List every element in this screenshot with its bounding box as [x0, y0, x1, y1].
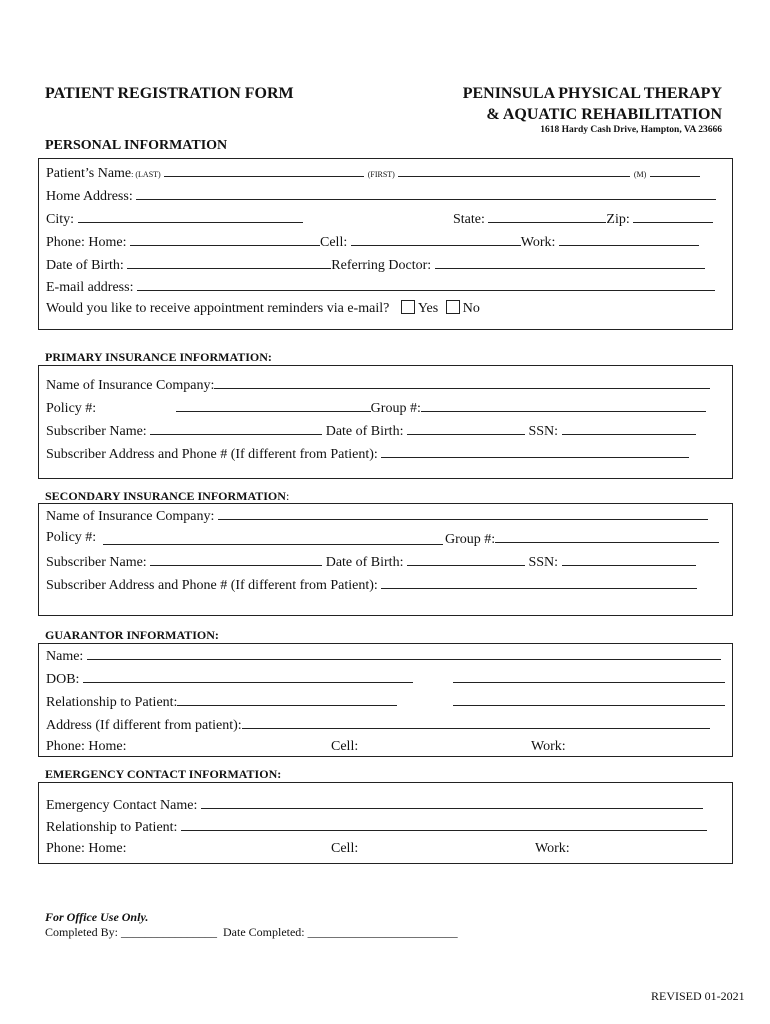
primary-subscriber-field[interactable]	[150, 421, 322, 435]
yes-label: Yes	[417, 301, 439, 316]
city-field[interactable]	[78, 209, 303, 223]
dob-label: Date of Birth:	[46, 258, 124, 273]
clinic-name-line1: PENINSULA PHYSICAL THERAPY	[462, 85, 722, 102]
guarantor-address-row	[46, 715, 710, 735]
no-label: No	[462, 301, 480, 316]
emergency-name-field[interactable]	[201, 795, 703, 809]
secondary-insurance-section	[38, 503, 733, 616]
primary-policy-field[interactable]	[176, 398, 371, 412]
middle-initial-hint: (M)	[633, 170, 647, 179]
guarantor-work-label: Work:	[531, 739, 566, 754]
secondary-subscriber-field[interactable]	[150, 552, 322, 566]
guarantor-name-label: Name:	[46, 649, 84, 664]
emergency-relationship-label: Relationship to Patient:	[46, 820, 178, 835]
secondary-company-label: Name of Insurance Company:	[46, 509, 215, 524]
heading-colon: :	[285, 489, 290, 503]
secondary-address-label: Subscriber Address and Phone # (If different from Patient):	[46, 578, 378, 593]
work-label: Work:	[520, 235, 556, 250]
primary-ssn-label: SSN:	[528, 424, 559, 439]
guarantor-relationship-label: Relationship to Patient:	[46, 695, 178, 710]
email-label: E-mail address:	[46, 280, 134, 295]
no-checkbox[interactable]	[446, 300, 460, 314]
secondary-ssn-label: SSN:	[528, 555, 559, 570]
revision-note: REVISED 01-2021	[651, 989, 745, 1003]
zip-field[interactable]	[633, 209, 713, 223]
clinic-address: 1618 Hardy Cash Drive, Hampton, VA 23666	[540, 125, 722, 135]
completed-by-label: Completed By: ________________	[45, 925, 217, 939]
primary-policy-row	[46, 398, 706, 418]
primary-company-label: Name of Insurance Company:	[46, 378, 215, 393]
primary-subscriber-label: Subscriber Name:	[46, 424, 147, 439]
primary-insurance-section	[38, 365, 733, 479]
cell-field[interactable]	[351, 232, 521, 246]
primary-address-label: Subscriber Address and Phone # (If different from Patient):	[46, 447, 378, 462]
guarantor-address-field[interactable]	[242, 715, 710, 729]
reminder-row	[46, 300, 480, 318]
guarantor-dob-label: DOB:	[46, 672, 80, 687]
dob-field[interactable]	[127, 255, 331, 269]
emergency-phone-label: Phone: Home:	[46, 841, 127, 856]
guarantor-relationship-field[interactable]	[177, 692, 397, 706]
city-row	[46, 209, 303, 229]
guarantor-cell-label: Cell:	[331, 739, 359, 754]
secondary-address-field[interactable]	[381, 575, 697, 589]
secondary-subscriber-row	[46, 552, 696, 572]
emergency-name-label: Emergency Contact Name:	[46, 798, 198, 813]
last-name-hint: : (LAST)	[131, 170, 161, 179]
secondary-group-label: Group #:	[445, 532, 496, 547]
emergency-heading: EMERGENCY CONTACT INFORMATION:	[45, 767, 282, 781]
guarantor-name-field[interactable]	[87, 646, 721, 660]
guarantor-address-label: Address (If different from patient):	[46, 718, 242, 733]
home-address-row	[46, 186, 716, 206]
primary-policy-label: Policy #:	[46, 401, 97, 416]
secondary-policy-field[interactable]	[103, 544, 443, 545]
secondary-insurance-heading-row	[45, 489, 289, 504]
emergency-cell-label: Cell:	[331, 841, 359, 856]
cell-label: Cell:	[320, 235, 348, 250]
secondary-company-row	[46, 506, 708, 526]
guarantor-blank-line-1[interactable]	[453, 682, 725, 683]
date-completed-label: Date Completed: _________________________	[223, 925, 458, 939]
personal-info-heading: PERSONAL INFORMATION	[45, 138, 228, 153]
personal-info-section	[38, 158, 733, 330]
guarantor-dob-row	[46, 669, 413, 689]
email-row	[46, 277, 715, 297]
primary-dob-label: Date of Birth:	[325, 424, 404, 439]
primary-address-field[interactable]	[381, 444, 689, 458]
first-name-hint: (FIRST)	[367, 170, 395, 179]
guarantor-phone-label: Phone: Home:	[46, 739, 127, 754]
phone-home-label: Phone: Home:	[46, 235, 127, 250]
state-label: State:	[453, 212, 485, 227]
secondary-insurance-heading: SECONDARY INSURANCE INFORMATION	[45, 489, 286, 503]
home-address-field[interactable]	[136, 186, 716, 200]
yes-checkbox[interactable]	[401, 300, 415, 314]
patient-name-label: Patient’s Name	[46, 166, 132, 181]
clinic-name-line2: & AQUATIC REHABILITATION	[486, 106, 722, 123]
home-address-label: Home Address:	[46, 189, 133, 204]
zip-label: Zip:	[606, 212, 630, 227]
primary-subscriber-row	[46, 421, 696, 441]
primary-insurance-heading: PRIMARY INSURANCE INFORMATION:	[45, 350, 272, 364]
city-label: City:	[46, 212, 75, 227]
guarantor-name-row	[46, 646, 721, 666]
secondary-group-field[interactable]	[495, 529, 719, 543]
primary-dob-field[interactable]	[407, 421, 525, 435]
primary-group-field[interactable]	[421, 398, 706, 412]
referring-doctor-label: Referring Doctor:	[331, 258, 432, 273]
guarantor-relationship-row	[46, 692, 397, 712]
emergency-relationship-field[interactable]	[181, 817, 707, 831]
emergency-work-label: Work:	[535, 841, 570, 856]
secondary-policy-row	[46, 529, 96, 547]
referring-doctor-field[interactable]	[435, 255, 705, 269]
secondary-ssn-field[interactable]	[562, 552, 696, 566]
reminder-question: Would you like to receive appointment reminders via e-mail?	[46, 301, 390, 316]
primary-group-label: Group #:	[370, 401, 421, 416]
state-field[interactable]	[488, 209, 606, 223]
primary-company-field[interactable]	[214, 375, 710, 389]
state-zip-row	[453, 209, 713, 229]
dob-row	[46, 255, 705, 275]
secondary-group-row	[445, 529, 719, 549]
last-name-field[interactable]	[164, 163, 364, 177]
middle-initial-field[interactable]	[650, 163, 700, 177]
emergency-name-row	[46, 795, 703, 815]
guarantor-heading: GUARANTOR INFORMATION:	[45, 628, 219, 642]
primary-ssn-field[interactable]	[562, 421, 696, 435]
secondary-dob-label: Date of Birth:	[325, 555, 404, 570]
primary-address-row	[46, 444, 689, 464]
secondary-subscriber-label: Subscriber Name:	[46, 555, 147, 570]
secondary-dob-field[interactable]	[407, 552, 525, 566]
email-field[interactable]	[137, 277, 715, 291]
work-field[interactable]	[559, 232, 699, 246]
emergency-relationship-row	[46, 817, 707, 837]
secondary-company-field[interactable]	[218, 506, 708, 520]
primary-company-row	[46, 375, 710, 395]
guarantor-section	[38, 643, 733, 757]
guarantor-blank-line-2[interactable]	[453, 705, 725, 706]
first-name-field[interactable]	[398, 163, 630, 177]
patient-name-row	[46, 163, 700, 184]
office-use-heading: For Office Use Only.	[45, 910, 149, 924]
phone-row	[46, 232, 699, 252]
secondary-address-row	[46, 575, 697, 595]
emergency-section	[38, 782, 733, 864]
form-title: PATIENT REGISTRATION FORM	[45, 85, 294, 102]
phone-home-field[interactable]	[130, 232, 320, 246]
secondary-policy-label: Policy #:	[46, 530, 97, 545]
guarantor-dob-field[interactable]	[83, 669, 413, 683]
